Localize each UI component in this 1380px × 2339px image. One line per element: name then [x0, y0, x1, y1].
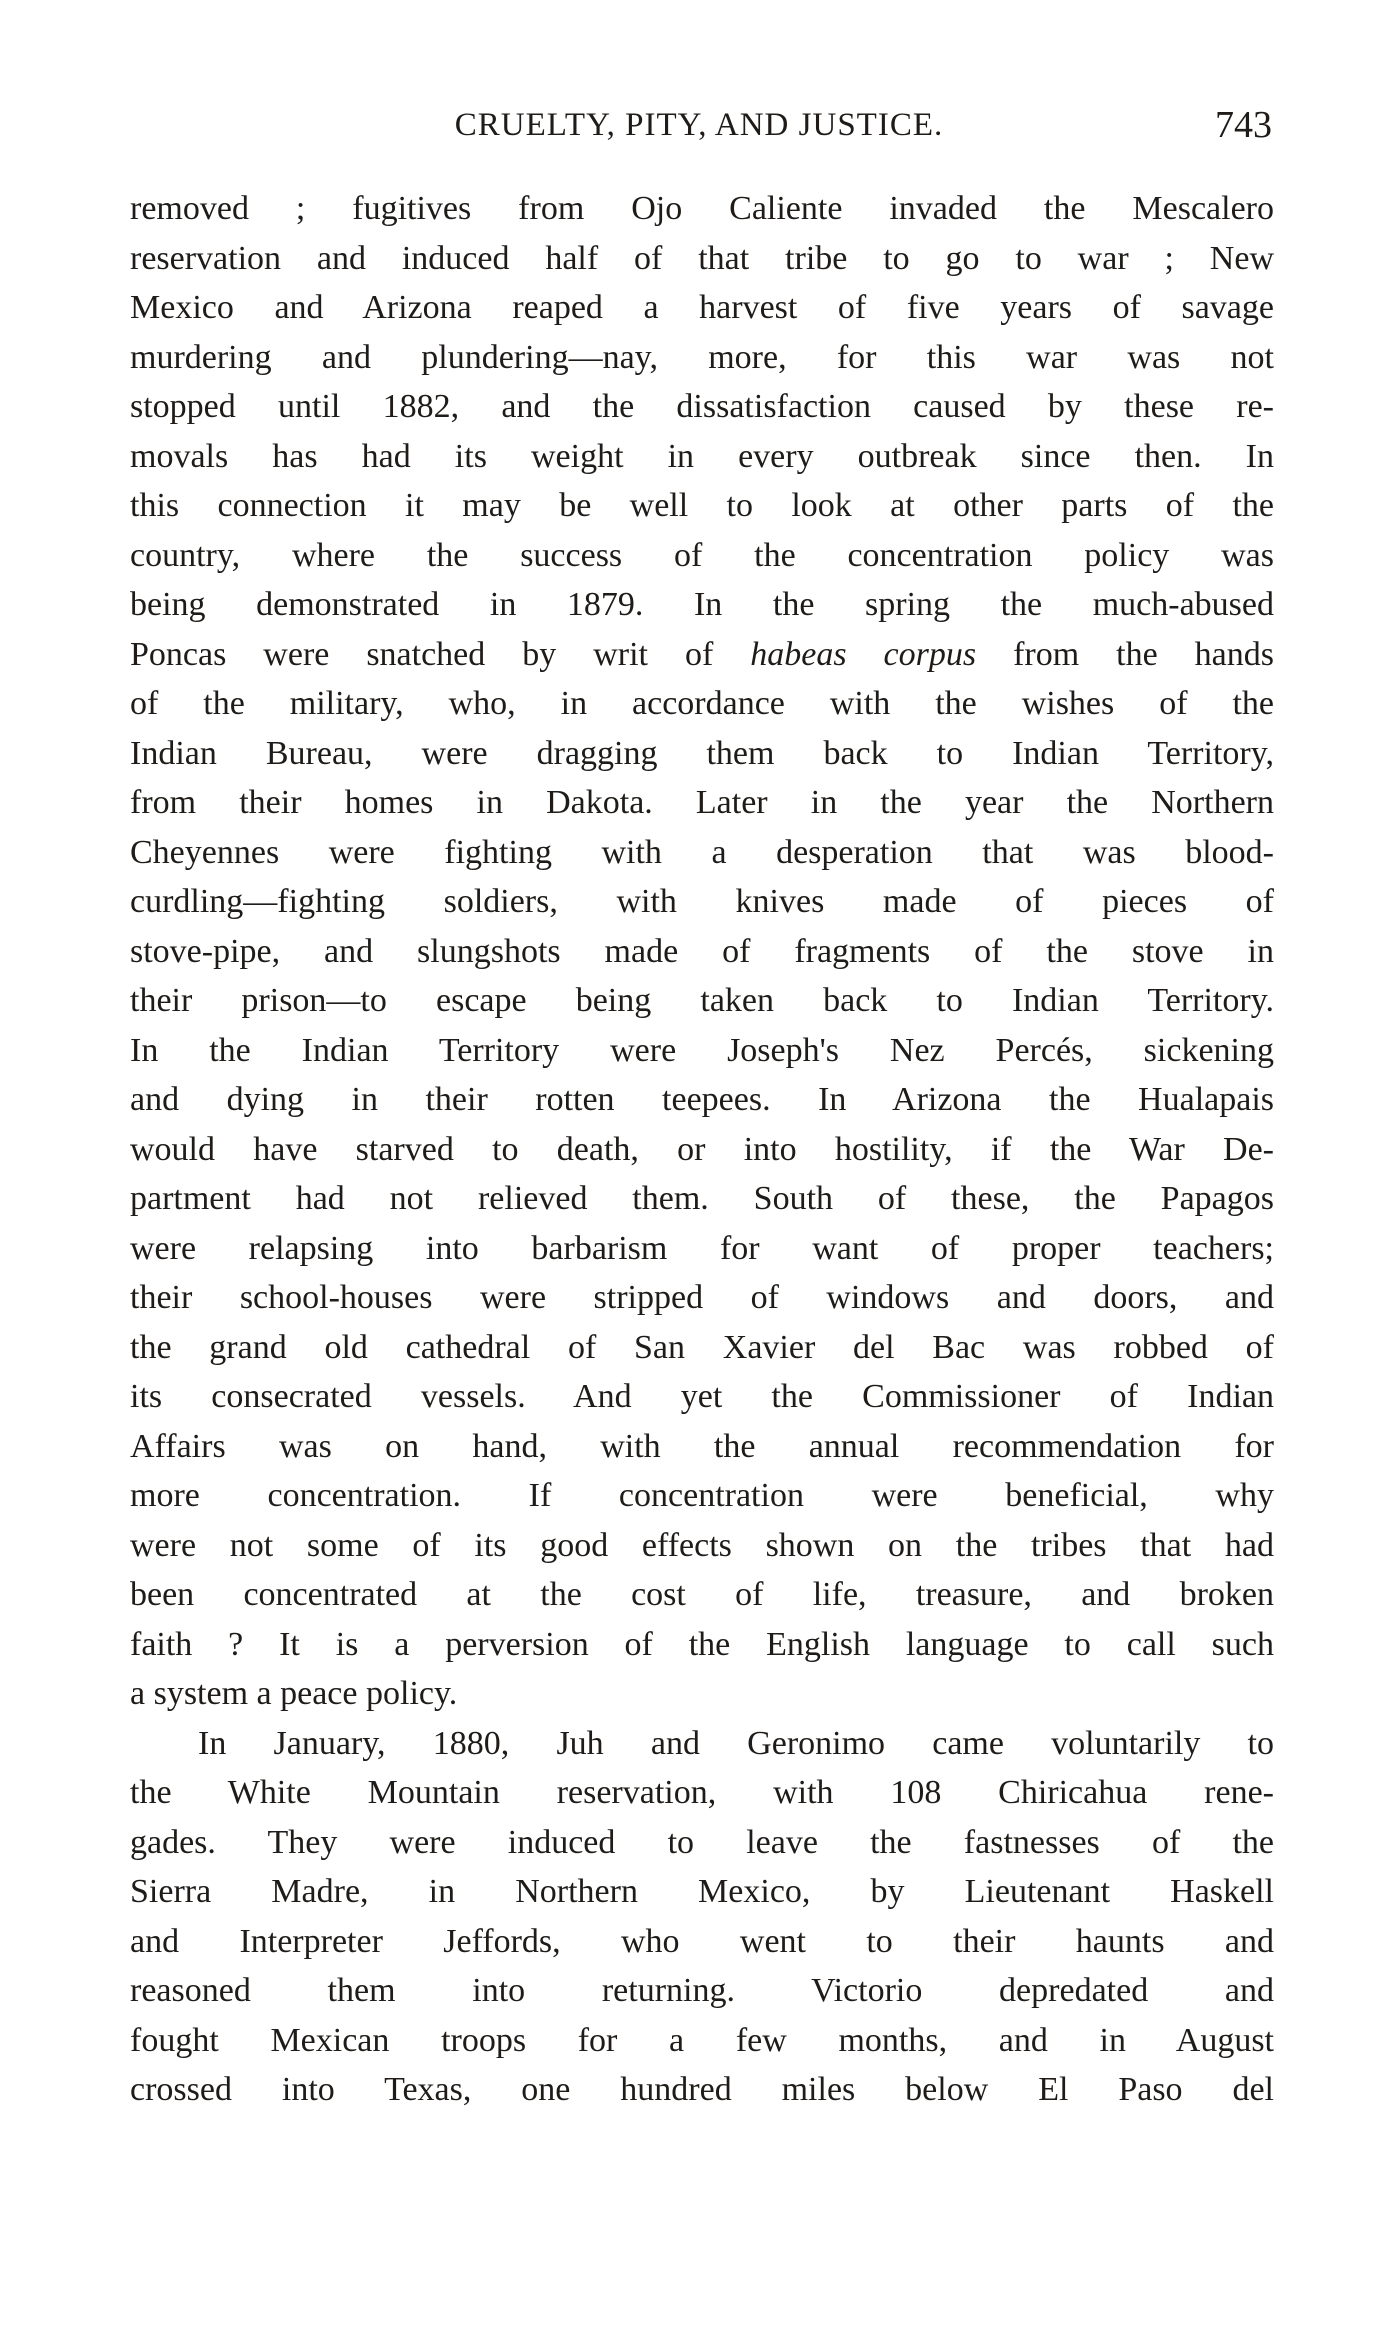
text-line: would have starved to death, or into hostility, if the War De-	[130, 1130, 1274, 1168]
text-line: Cheyennes were fighting with a desperation that was blood-	[130, 833, 1274, 871]
running-head	[126, 100, 1272, 150]
body-text	[130, 184, 1274, 2115]
text-line: crossed into Texas, one hundred miles below El Paso del	[130, 2071, 1274, 2108]
text-line: murdering and plundering—nay, more, for this war was not	[130, 338, 1274, 376]
text-line: this connection it may be well to look at other parts of the	[130, 487, 1274, 524]
text-line: movals has had its weight in every outbreak since then. In	[130, 437, 1274, 475]
text-line: In January, 1880, Juh and Geronimo came voluntarily to	[198, 1724, 1274, 1762]
text-line: a system a peace policy.	[130, 1675, 458, 1712]
text-line: been concentrated at the cost of life, treasure, and broken	[130, 1576, 1274, 1613]
text-line	[130, 630, 1274, 680]
text-line: removed ; fugitives from Ojo Caliente invaded the Mescalero	[130, 190, 1274, 227]
text-line: faith ? It is a perversion of the English language to call such	[130, 1625, 1274, 1663]
text-line: being demonstrated in 1879. In the spring the much-abused	[130, 586, 1274, 623]
text-line: the White Mountain reservation, with 108 Chiricahua rene-	[130, 1774, 1274, 1811]
text-segment: Poncas were snatched by writ of	[130, 635, 751, 673]
text-line: Sierra Madre, in Northern Mexico, by Lieutenant Haskell	[130, 1873, 1274, 1910]
text-line: the grand old cathedral of San Xavier del Bac was robbed of	[130, 1328, 1274, 1366]
text-line: gades. They were induced to leave the fastnesses of the	[130, 1823, 1274, 1861]
text-line: country, where the success of the concentration policy was	[130, 536, 1274, 574]
text-line: more concentration. If concentration were beneficial, why	[130, 1477, 1274, 1514]
running-title: CRUELTY, PITY, AND JUSTICE.	[454, 107, 944, 143]
text-line: Affairs was on hand, with the annual recommendation for	[130, 1427, 1274, 1465]
text-line: partment had not relieved them. South of these, the Papagos	[130, 1180, 1274, 1217]
text-line: fought Mexican troops for a few months, and in August	[130, 2021, 1274, 2059]
text-line: stopped until 1882, and the dissatisfaction caused by these re-	[130, 388, 1274, 425]
text-line: In the Indian Territory were Joseph's Nez Percés, sickening	[130, 1031, 1274, 1069]
text-line: reasoned them into returning. Victorio depredated and	[130, 1972, 1274, 2009]
text-line: and dying in their rotten teepees. In Arizona the Hualapais	[130, 1081, 1274, 1118]
text-line: reservation and induced half of that tribe to go to war ; New	[130, 239, 1274, 277]
text-line: from their homes in Dakota. Later in the year the Northern	[130, 784, 1274, 821]
text-line: of the military, who, in accordance with the wishes of the	[130, 685, 1274, 722]
text-line: were not some of its good effects shown on the tribes that had	[130, 1526, 1274, 1564]
text-line: their school-houses were stripped of windows and doors, and	[130, 1279, 1274, 1316]
text-line: were relapsing into barbarism for want of proper teachers;	[130, 1229, 1274, 1267]
text-segment: from the hands	[976, 635, 1274, 673]
text-line: stove-pipe, and slungshots made of fragments of the stove in	[130, 932, 1274, 970]
text-line: Mexico and Arizona reaped a harvest of five years of savage	[130, 289, 1274, 326]
text-line: its consecrated vessels. And yet the Commissioner of Indian	[130, 1378, 1274, 1415]
text-line: their prison—to escape being taken back to Indian Territory.	[130, 982, 1274, 1019]
text-line: curdling—fighting soldiers, with knives made of pieces of	[130, 883, 1274, 920]
text-line: Indian Bureau, were dragging them back to Indian Territory,	[130, 734, 1274, 772]
page-number: 743	[1215, 104, 1272, 146]
text-line: and Interpreter Jeffords, who went to their haunts and	[130, 1922, 1274, 1960]
italic-phrase: habeas corpus	[750, 635, 977, 673]
